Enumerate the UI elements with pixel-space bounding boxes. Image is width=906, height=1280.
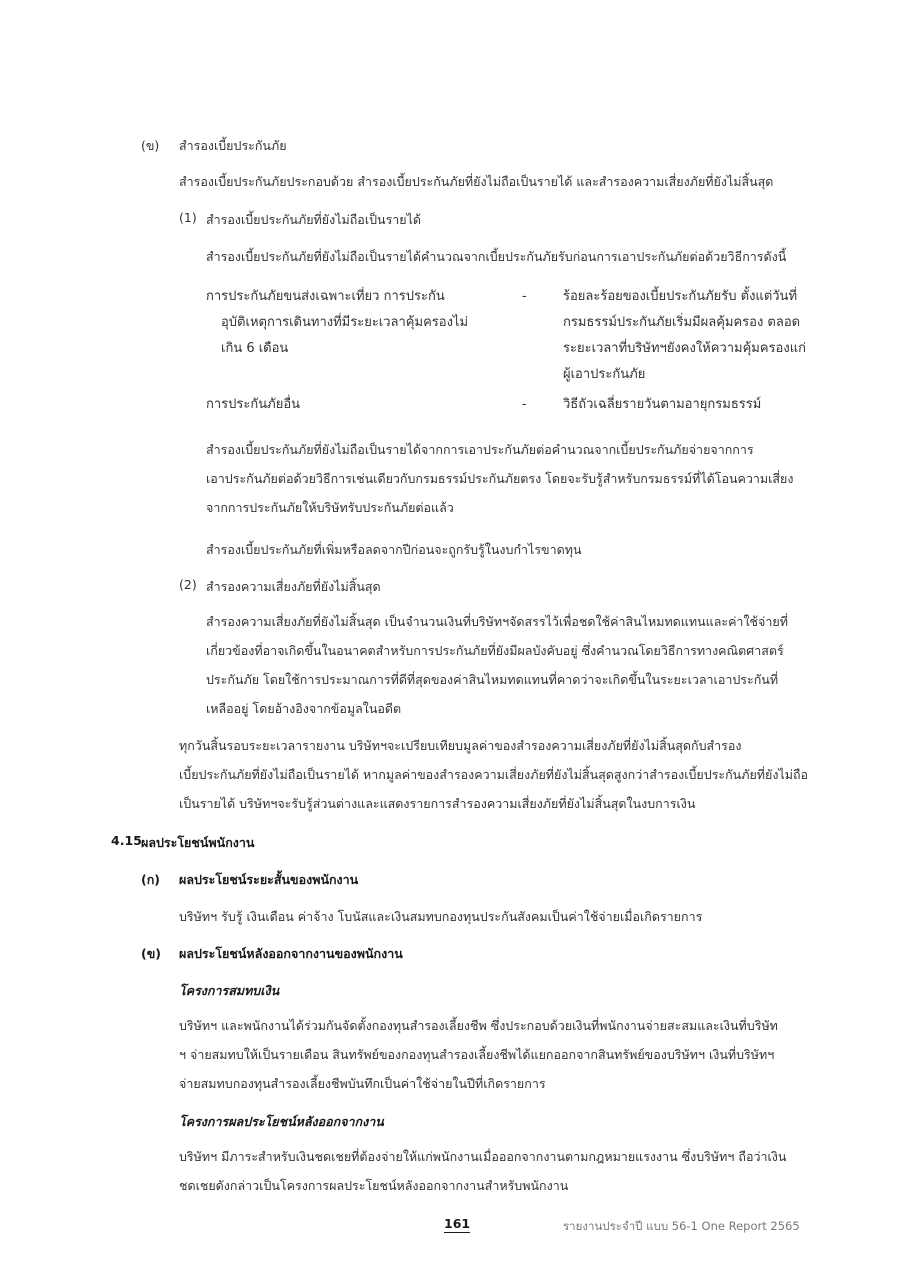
table-cell-left: การประกันภัยขนส่งเฉพาะเที่ยว การประกัน bbox=[206, 289, 445, 304]
paragraph-line: เบี้ยประกันภัยที่ยังไม่ถือเป็นรายได้ หากมูลค่าของสำรองความเสี่ยงภัยที่ยังไม่สิ้นสุดสูงกว่าสำรองเบี้ยประกันภัยที่ยังไม่ถือ bbox=[179, 767, 809, 782]
table-cell-left: เกิน 6 เดือน bbox=[221, 341, 289, 356]
page-number: 161 bbox=[444, 1216, 471, 1231]
table-dash: - bbox=[522, 397, 527, 412]
table-cell-left: อุบัติเหตุการเดินทางที่มีระยะเวลาคุ้มครองไม่ bbox=[221, 315, 469, 330]
paragraph-line: เป็นรายได้ บริษัทฯจะรับรู้ส่วนต่างและแสดงรายการสำรองความเสี่ยงภัยที่ยังไม่สิ้นสุดในงบการเงิน bbox=[179, 796, 696, 811]
item-title: สำรองความเสี่ยงภัยที่ยังไม่สิ้นสุด bbox=[206, 579, 381, 594]
table-cell-right: ผู้เอาประกันภัย bbox=[563, 367, 646, 382]
table-cell-right: ร้อยละร้อยของเบี้ยประกันภัยรับ ตั้งแต่วันที่ bbox=[563, 289, 798, 304]
paragraph-line: เหลืออยู่ โดยอ้างอิงจากข้อมูลในอดีต bbox=[206, 701, 402, 716]
report-title: รายงานประจำปี แบบ 56-1 One Report 2565 bbox=[563, 1219, 800, 1233]
subsection-title: ผลประโยชน์ระยะสั้นของพนักงาน bbox=[179, 872, 359, 887]
paragraph: สำรองเบี้ยประกันภัยประกอบด้วย สำรองเบี้ยประกันภัยที่ยังไม่ถือเป็นรายได้ และสำรองความเสี่ยงภัยที่ยังไม่สิ้นสุด bbox=[179, 174, 774, 189]
subheading: โครงการสมทบเงิน bbox=[179, 983, 280, 998]
paragraph-line: สำรองเบี้ยประกันภัยที่ยังไม่ถือเป็นรายได้จากการเอาประกันภัยต่อคำนวณจากเบี้ยประกันภัยจ่ายจากการ bbox=[206, 442, 754, 457]
section-marker: (ข) bbox=[141, 138, 160, 153]
item-title: สำรองเบี้ยประกันภัยที่ยังไม่ถือเป็นรายได้ bbox=[206, 212, 422, 227]
subsection-title: ผลประโยชน์หลังออกจากงานของพนักงาน bbox=[179, 946, 403, 961]
section-number: 4.15 bbox=[111, 833, 142, 848]
subsection-marker: (ข) bbox=[141, 946, 161, 961]
paragraph-line: ชดเชยดังกล่าวเป็นโครงการผลประโยชน์หลังออกจากงานสำหรับพนักงาน bbox=[179, 1178, 569, 1193]
paragraph: สำรองเบี้ยประกันภัยที่ยังไม่ถือเป็นรายได้คำนวณจากเบี้ยประกันภัยรับก่อนการเอาประกันภัยต่อด้วยวิธีการดังนี้ bbox=[206, 249, 787, 264]
table-cell-left: การประกันภัยอื่น bbox=[206, 397, 301, 412]
paragraph-line: บริษัทฯ มีภาระสำหรับเงินชดเชยที่ต้องจ่ายให้แก่พนักงานเมื่อออกจากงานตามกฎหมายแรงงาน ซึ่งบริษัทฯ ถือว่าเงิน bbox=[179, 1149, 787, 1164]
paragraph-line: ทุกวันสิ้นรอบระยะเวลารายงาน บริษัทฯจะเปรียบเทียบมูลค่าของสำรองความเสี่ยงภัยที่ยังไม่สิ้นสุดกับสำรอง bbox=[179, 738, 742, 753]
paragraph: สำรองเบี้ยประกันภัยที่เพิ่มหรือลดจากปีก่อนจะถูกรับรู้ในงบกำไรขาดทุน bbox=[206, 542, 582, 557]
item-marker: (2) bbox=[179, 577, 197, 592]
table-cell-right: ระยะเวลาที่บริษัทฯยังคงให้ความคุ้มครองแก่ bbox=[563, 341, 806, 356]
table-cell-right: กรมธรรม์ประกันภัยเริ่มมีผลคุ้มครอง ตลอด bbox=[563, 315, 801, 330]
paragraph-line: บริษัทฯ และพนักงานได้ร่วมกันจัดตั้งกองทุนสำรองเลี้ยงชีพ ซึ่งประกอบด้วยเงินที่พนักงานจ่ายสะสมและเงินที่บริษัท bbox=[179, 1018, 778, 1033]
table-cell-right: วิธีถัวเฉลี่ยรายวันตามอายุกรมธรรม์ bbox=[563, 397, 762, 412]
paragraph-line: เกี่ยวข้องที่อาจเกิดขึ้นในอนาคตสำหรับการประกันภัยที่ยังมีผลบังคับอยู่ ซึ่งคำนวณโดยวิธีการทางคณิตศาสตร์ bbox=[206, 643, 784, 658]
paragraph: บริษัทฯ รับรู้ เงินเดือน ค่าจ้าง โบนัสและเงินสมทบกองทุนประกันสังคมเป็นค่าใช้จ่ายเมื่อเกิดรายการ bbox=[179, 909, 703, 924]
paragraph-line: ฯ จ่ายสมทบให้เป็นรายเดือน สินทรัพย์ของกองทุนสำรองเลี้ยงชีพได้แยกออกจากสินทรัพย์ของบริษัทฯ เงินที่บริษัทฯ bbox=[179, 1047, 775, 1062]
paragraph-line: จากการประกันภัยให้บริษัทรับประกันภัยต่อแล้ว bbox=[206, 500, 454, 515]
paragraph-line: สำรองความเสี่ยงภัยที่ยังไม่สิ้นสุด เป็นจำนวนเงินที่บริษัทฯจัดสรรไว้เพื่อชดใช้ค่าสินไหมทดแทนและค่าใช้จ่ายที่ bbox=[206, 614, 788, 629]
subsection-marker: (ก) bbox=[141, 872, 160, 887]
section-title: ผลประโยชน์พนักงาน bbox=[141, 835, 255, 850]
paragraph-line: จ่ายสมทบกองทุนสำรองเลี้ยงชีพบันทึกเป็นค่าใช้จ่ายในปีที่เกิดรายการ bbox=[179, 1076, 546, 1091]
paragraph-line: ประกันภัย โดยใช้การประมาณการที่ดีที่สุดของค่าสินไหมทดแทนที่คาดว่าจะเกิดขึ้นในระยะเวลาเอาประกันที่ bbox=[206, 672, 779, 687]
section-title: สำรองเบี้ยประกันภัย bbox=[179, 138, 287, 153]
paragraph-line: เอาประกันภัยต่อด้วยวิธีการเช่นเดียวกับกรมธรรม์ประกันภัยตรง โดยจะรับรู้สำหรับกรมธรรม์ที่ได้โอนความเสี่ยง bbox=[206, 471, 794, 486]
subheading: โครงการผลประโยชน์หลังออกจากงาน bbox=[179, 1114, 384, 1129]
item-marker: (1) bbox=[179, 210, 197, 225]
table-dash: - bbox=[522, 289, 527, 304]
